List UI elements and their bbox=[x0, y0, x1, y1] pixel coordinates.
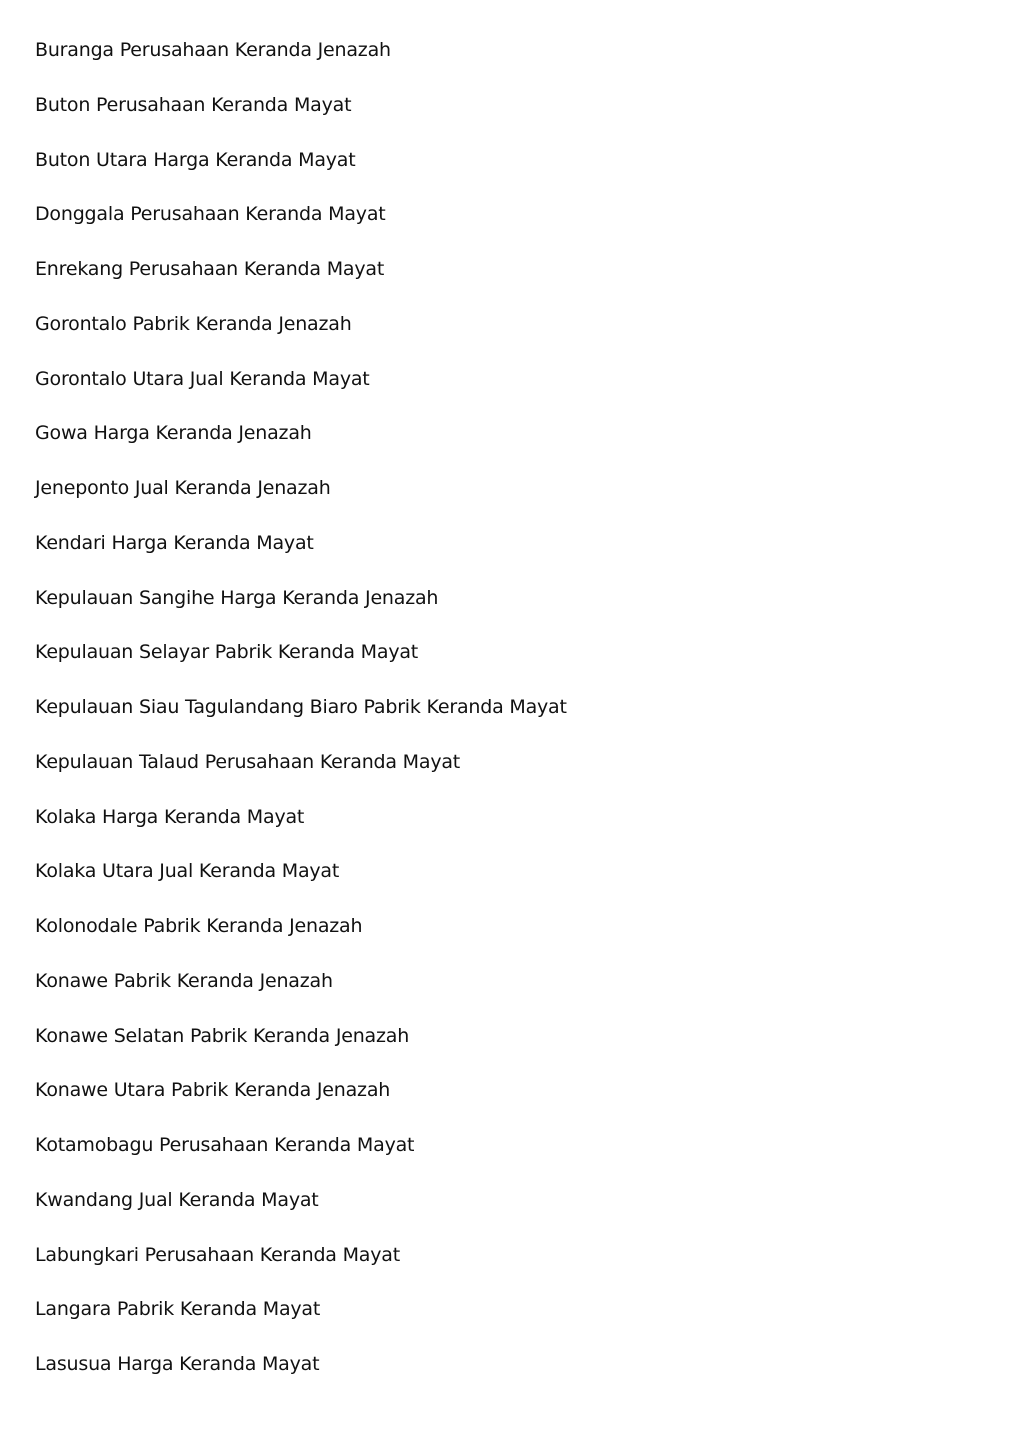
list-item: Gorontalo Pabrik Keranda Jenazah bbox=[35, 312, 352, 335]
list-item: Kepulauan Selayar Pabrik Keranda Mayat bbox=[35, 641, 419, 664]
list-item: Kolaka Harga Keranda Mayat bbox=[35, 805, 305, 828]
list-item: Konawe Utara Pabrik Keranda Jenazah bbox=[35, 1079, 391, 1102]
list-item: Langara Pabrik Keranda Mayat bbox=[35, 1298, 321, 1321]
list-item: Konawe Pabrik Keranda Jenazah bbox=[35, 969, 333, 992]
list-item: Kotamobagu Perusahaan Keranda Mayat bbox=[35, 1134, 415, 1156]
location-list bbox=[35, 36, 985, 1405]
list-item: Kolonodale Pabrik Keranda Jenazah bbox=[35, 915, 363, 937]
list-item: Kolaka Utara Jual Keranda Mayat bbox=[35, 860, 340, 883]
list-item: Konawe Selatan Pabrik Keranda Jenazah bbox=[35, 1024, 410, 1047]
list-item: Donggala Perusahaan Keranda Mayat bbox=[35, 203, 386, 226]
list-item: Buton Perusahaan Keranda Mayat bbox=[35, 93, 352, 116]
document-page bbox=[35, 36, 985, 1405]
list-item: Kwandang Jual Keranda Mayat bbox=[35, 1188, 319, 1211]
list-item: Jeneponto Jual Keranda Jenazah bbox=[35, 477, 331, 499]
list-item: Gowa Harga Keranda Jenazah bbox=[35, 422, 312, 445]
list-item: Enrekang Perusahaan Keranda Mayat bbox=[35, 258, 385, 280]
list-item: Labungkari Perusahaan Keranda Mayat bbox=[35, 1243, 400, 1266]
list-item: Kepulauan Sangihe Harga Keranda Jenazah bbox=[35, 586, 439, 609]
list-item: Kepulauan Siau Tagulandang Biaro Pabrik Keranda Mayat bbox=[35, 696, 567, 718]
list-item: Buranga Perusahaan Keranda Jenazah bbox=[35, 39, 391, 61]
list-item: Gorontalo Utara Jual Keranda Mayat bbox=[35, 367, 370, 390]
list-item: Lasusua Harga Keranda Mayat bbox=[35, 1353, 320, 1375]
list-item: Kendari Harga Keranda Mayat bbox=[35, 531, 314, 554]
list-item: Kepulauan Talaud Perusahaan Keranda Mayat bbox=[35, 750, 461, 773]
list-item: Buton Utara Harga Keranda Mayat bbox=[35, 148, 356, 171]
